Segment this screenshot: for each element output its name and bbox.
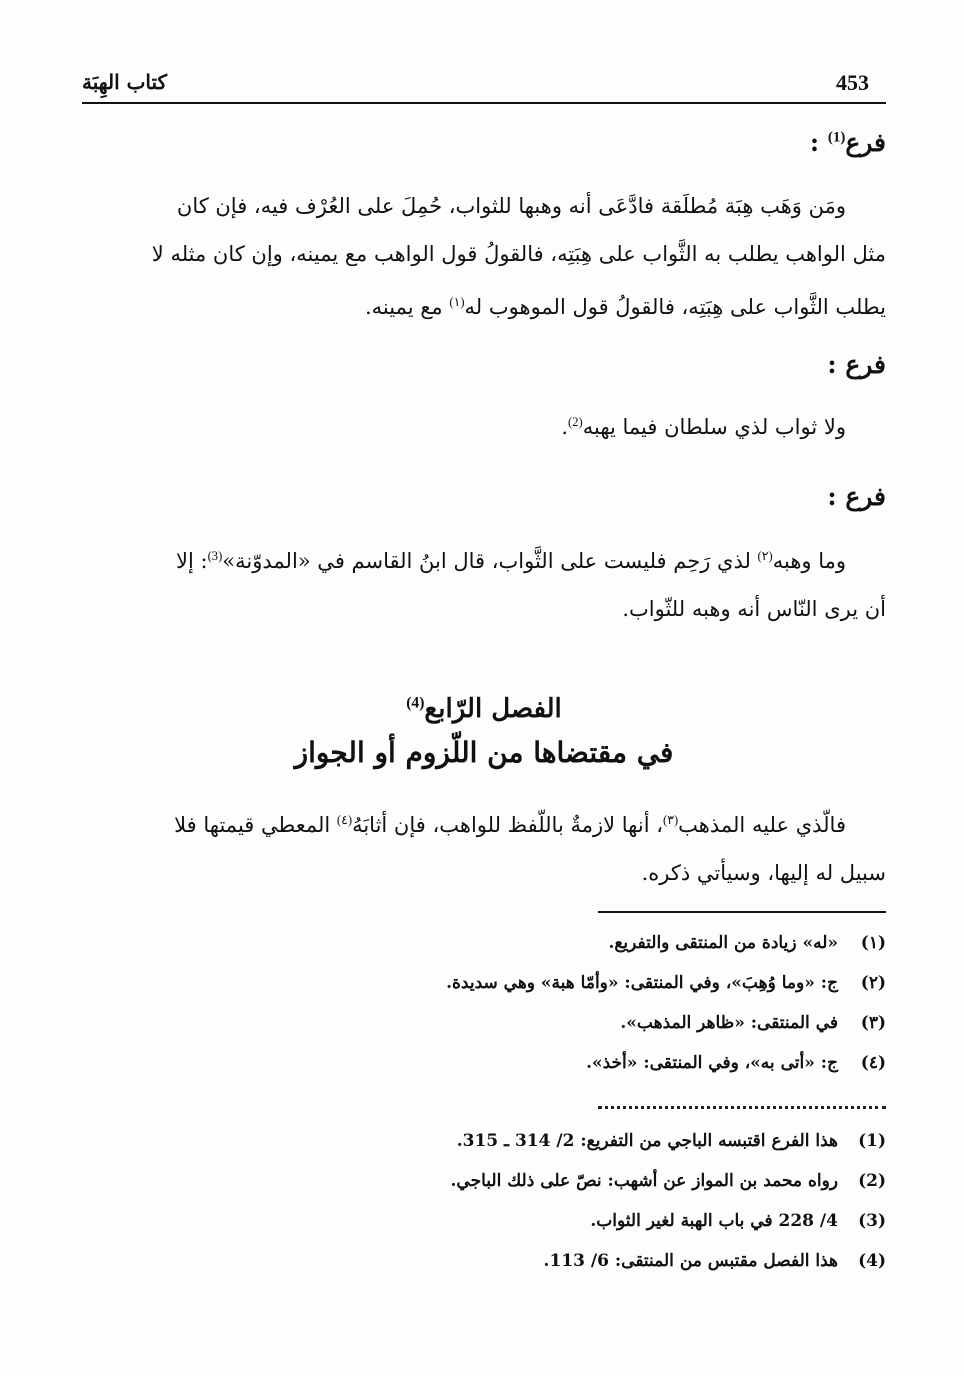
- paragraph-4-line-2: سبيل له إليها، وسيأتي ذكره.: [641, 861, 886, 885]
- chapter-title: الفصل الرّابع$^{(4)}$: [406, 694, 562, 724]
- page-number: 453: [836, 70, 869, 95]
- chapter-subtitle: في مقتضاها من اللّزوم أو الجواز: [294, 736, 674, 769]
- footnote-manuscript-1: (١)«له» زيادة من المنتقى والتفريع.: [608, 933, 886, 953]
- paragraph-4: فالّذي عليه المذهب$^{(٣)}$، أنها لازمةٌ باللّفظ للواهب، فإن أثابَهُ$^{(٤)}$ المعطي قيمتها فلا سبيل له إليها، وسيأتي ذكره.: [78, 796, 886, 897]
- footnote-manuscript-4: (٤)ج: «أتى به»، وفي المنتقى: «أخذ».: [586, 1053, 886, 1073]
- footnote-manuscript-2: (٢)ج: «وما وُهِبَ»، وفي المنتقى: «وأمّا هبة» وهي سديدة.: [446, 973, 886, 993]
- footnote-source-3: (3)4/ 228 في باب الهبة لغير الثواب.: [590, 1211, 886, 1231]
- paragraph-1-line-3: يطلب الثَّواب على هِبَتِه، فالقولُ قول الموهوب له$^{(١)}$ مع يمينه.: [364, 295, 886, 319]
- running-title: كتاب الهِبَة: [82, 70, 168, 94]
- section-heading-2: فرع :: [827, 350, 886, 379]
- paragraph-1-line-1: ومَن وَهَب هِبَة مُطلَقة فادَّعَى أنه وهبها للثواب، حُمِلَ على العُرْف فيه، فإن كان: [176, 194, 846, 218]
- paragraph-3-line-2: أن يرى النّاس أنه وهبه للثّواب.: [622, 597, 886, 621]
- paragraph-1-line-2: مثل الواهب يطلب به الثَّواب على هِبَتِه، فالقولُ قول الواهب مع يمينه، وإن كان مثله لا: [151, 242, 886, 266]
- footnote-source-1: (1)هذا الفرع اقتبسه الباجي من التفريع: 2/ 314 ـ 315.: [456, 1131, 886, 1151]
- paragraph-2: ولا ثواب لذي سلطان فيما يهبه$^{(2)}$.: [561, 415, 846, 439]
- paragraph-3: وما وهبه$^{(٢)}$ لذي رَحِم فليست على الثَّواب، قال ابنُ القاسم في «المدوّنة»$^{(3)}$: إلا أن يرى النّاس أنه وهبه للثّواب.: [78, 532, 886, 633]
- footnote-dotted-separator: [598, 1106, 886, 1109]
- footnote-source-2: (2)رواه محمد بن المواز عن أشهب: نصّ على ذلك الباجي.: [450, 1171, 886, 1191]
- footnote-source-4: (4)هذا الفصل مقتبس من المنتقى: 6/ 113.: [543, 1251, 886, 1271]
- section-heading-1: فرع$^{(1)}$ :: [809, 128, 886, 157]
- section-heading-3: فرع :: [827, 482, 886, 511]
- footnote-separator: [598, 911, 886, 913]
- header-rule: [82, 102, 886, 104]
- paragraph-1: [78, 182, 886, 331]
- footnote-manuscript-3: (٣)في المنتقى: «ظاهر المذهب».: [620, 1013, 886, 1033]
